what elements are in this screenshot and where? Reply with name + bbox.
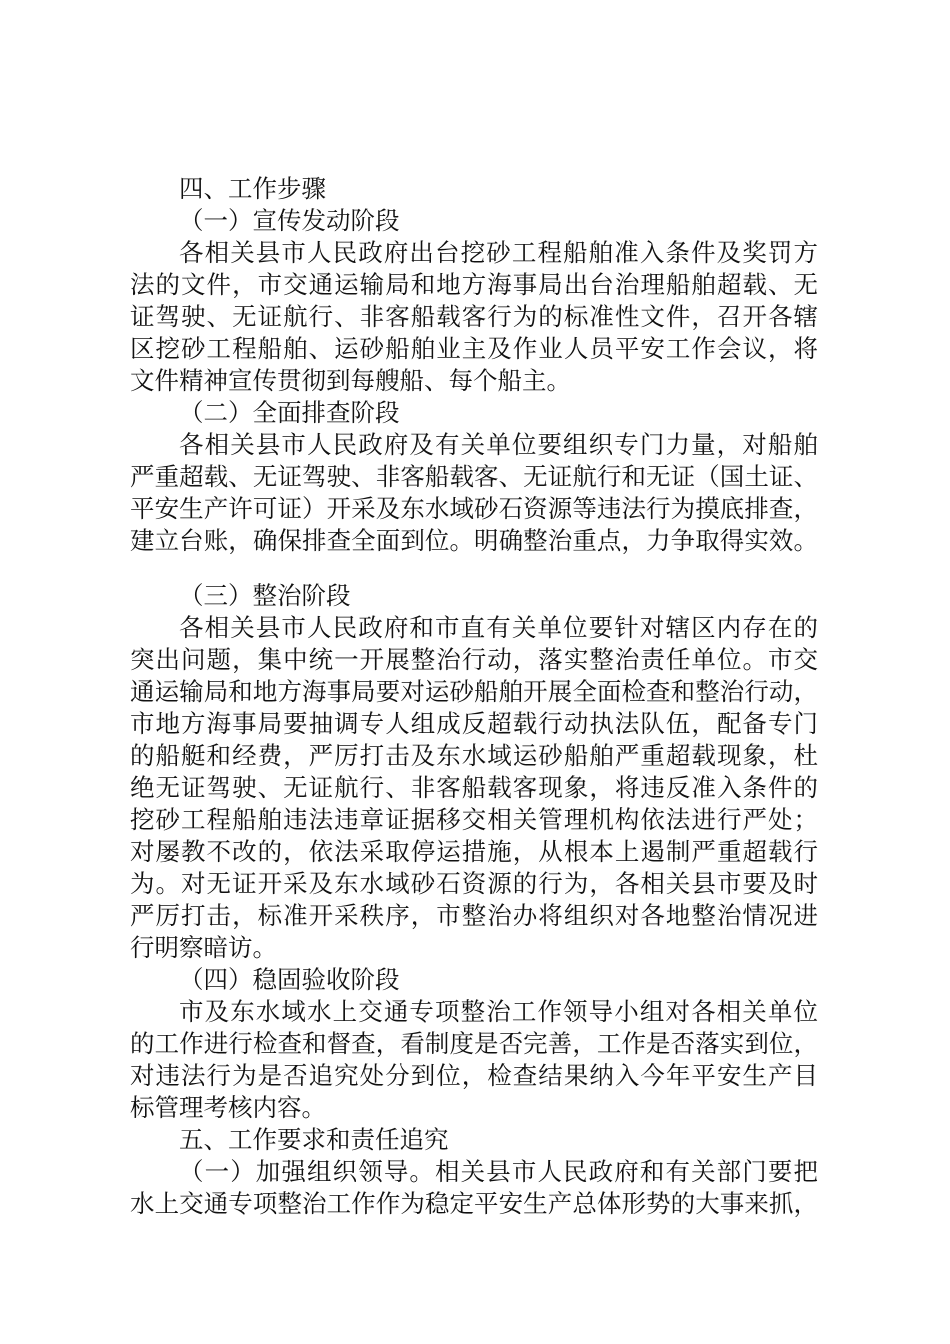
paragraph-line: 严厉打击，标准开采秩序，市整治办将组织对各地整治情况进 <box>130 901 818 930</box>
paragraph-line: 文件精神宣传贯彻到每艘船、每个船主。 <box>130 366 571 395</box>
paragraph-line: 证驾驶、无证航行、非客船载客行为的标准性文件，召开各辖 <box>130 302 818 331</box>
paragraph-line: 行明察暗访。 <box>130 933 277 962</box>
paragraph-line: 对违法行为是否追究处分到位，检查结果纳入今年平安生产目 <box>130 1061 818 1090</box>
paragraph-line: 挖砂工程船舶违法违章证据移交相关管理机构依法进行严处； <box>130 805 818 834</box>
section-heading-4: 四、工作步骤 <box>179 174 326 203</box>
paragraph-line: 为。对无证开采及东水域砂石资源的行为，各相关县市要及时 <box>130 869 818 898</box>
paragraph-line: 绝无证驾驶、无证航行、非客船载客现象，将违反准入条件的 <box>130 773 818 802</box>
paragraph-line: 对屡教不改的，依法采取停运措施，从根本上遏制严重超载行 <box>130 837 818 866</box>
paragraph-line: 建立台账，确保排查全面到位。明确整治重点，力争取得实效。 <box>130 526 818 555</box>
subheading-2: （二）全面排查阶段 <box>179 398 400 427</box>
paragraph-line: 区挖砂工程船舶、运砂船舶业主及作业人员平安工作会议，将 <box>130 334 818 363</box>
paragraph-line: 各相关县市人民政府及有关单位要组织专门力量，对船舶 <box>179 430 818 459</box>
paragraph-line: 严重超载、无证驾驶、非客船载客、无证航行和无证（国土证、 <box>130 462 818 491</box>
paragraph-line: 市地方海事局要抽调专人组成反超载行动执法队伍，配备专门 <box>130 709 818 738</box>
paragraph-line: 突出问题，集中统一开展整治行动，落实整治责任单位。市交 <box>130 645 818 674</box>
paragraph-line: 各相关县市人民政府和市直有关单位要针对辖区内存在的 <box>179 613 818 642</box>
subheading-1: （一）宣传发动阶段 <box>179 206 400 235</box>
paragraph-line: 水上交通专项整治工作作为稳定平安生产总体形势的大事来抓， <box>130 1189 818 1218</box>
paragraph-line: 市及东水域水上交通专项整治工作领导小组对各相关单位 <box>179 997 818 1026</box>
paragraph-line: 通运输局和地方海事局要对运砂船舶开展全面检查和整治行动， <box>130 677 818 706</box>
subheading-3: （三）整治阶段 <box>179 581 351 610</box>
section-heading-5: 五、工作要求和责任追究 <box>179 1125 449 1154</box>
paragraph-line: 法的文件，市交通运输局和地方海事局出台治理船舶超载、无 <box>130 270 818 299</box>
document-body <box>130 173 818 1220</box>
paragraph-line: （一）加强组织领导。相关县市人民政府和有关部门要把 <box>179 1157 818 1186</box>
paragraph-line: 标管理考核内容。 <box>130 1093 326 1122</box>
paragraph-line: 各相关县市人民政府出台挖砂工程船舶准入条件及奖罚方 <box>179 238 818 267</box>
paragraph-line: 的船艇和经费，严厉打击及东水域运砂船舶严重超载现象，杜 <box>130 741 818 770</box>
subheading-4: （四）稳固验收阶段 <box>179 965 400 994</box>
paragraph-gap <box>130 557 818 580</box>
paragraph-line: 平安生产许可证）开采及东水域砂石资源等违法行为摸底排查， <box>130 494 818 523</box>
paragraph-line: 的工作进行检查和督查，看制度是否完善，工作是否落实到位， <box>130 1029 818 1058</box>
